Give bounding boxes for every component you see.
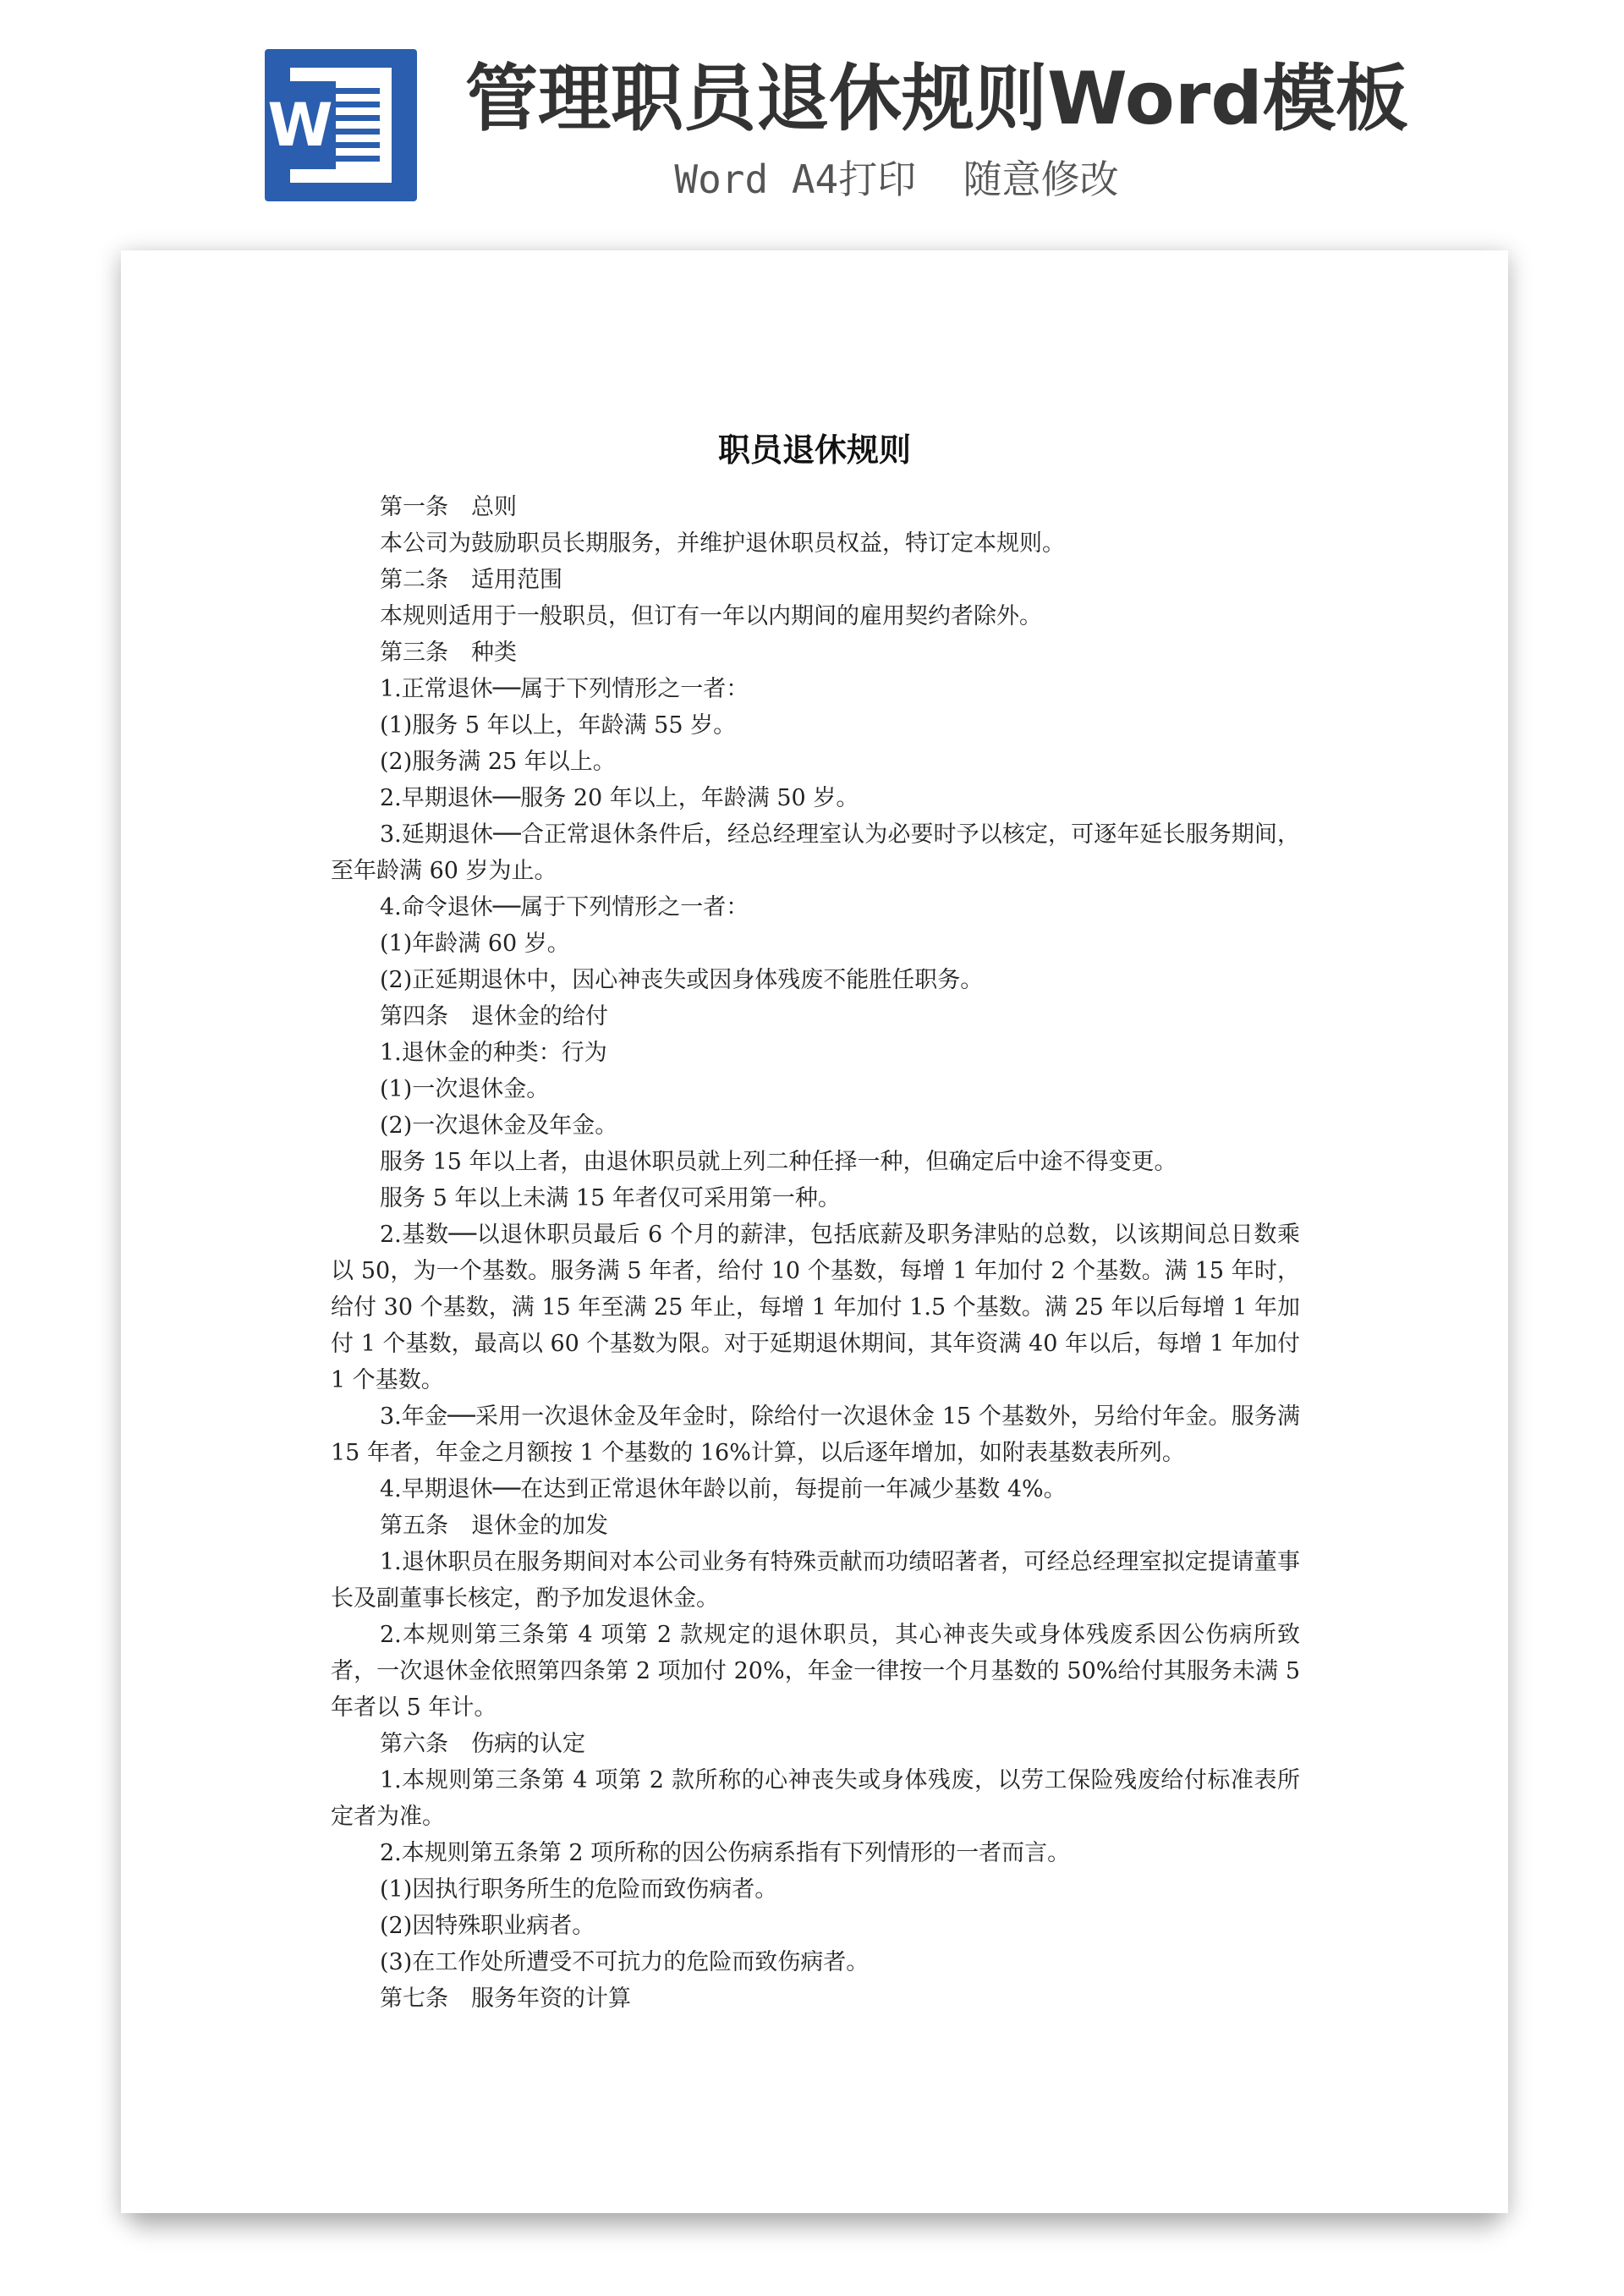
list-item: (2)正延期退休中，因心神丧失或因身体残废不能胜任职务。 — [380, 967, 984, 993]
list-item: (1)一次退休金。 — [380, 1076, 550, 1102]
document-title: 职员退休规则 — [717, 431, 911, 469]
list-item: 1.正常退休──属于下列情形之一者： — [380, 676, 749, 702]
article-heading: 第一条 总则 — [380, 494, 517, 520]
list-item: (1)年龄满 60 岁。 — [380, 931, 570, 957]
template-title: 管理职员退休规则Word模板 — [465, 57, 1408, 141]
document-page — [121, 250, 1508, 2213]
article-heading: 第六条 伤病的认定 — [380, 1731, 585, 1757]
paragraph: 服务 15 年以上者，由退休职员就上列二种任择一种，但确定后中途不得变更。 — [380, 1149, 1177, 1175]
article-heading: 第二条 适用范围 — [380, 567, 562, 593]
word-icon-letter: W — [265, 81, 336, 169]
list-item: (2)因特殊职业病者。 — [380, 1913, 595, 1939]
article-heading: 第三条 种类 — [380, 640, 517, 666]
list-item: (3)在工作处所遭受不可抗力的危险而致伤病者。 — [380, 1949, 870, 1975]
document-body — [331, 489, 1300, 2017]
list-item: (2)一次退休金及年金。 — [380, 1112, 618, 1139]
list-item: 4.命令退休──属于下列情形之一者： — [380, 894, 749, 920]
article-heading: 第七条 服务年资的计算 — [380, 1986, 631, 2012]
paragraph: 2.本规则第三条第 4 项第 2 款规定的退休职员，其心神丧失或身体残废系因公伤病所致者，一次退休金依照第四条第 2 项加付 20%，年金一律按一个月基数的 50%给付其服务未满 5 年者以 5 年计。 — [331, 1622, 1300, 1721]
paragraph: 服务 5 年以上未满 15 年者仅可采用第一种。 — [380, 1185, 841, 1211]
paragraph: 本规则适用于一般职员，但订有一年以内期间的雇用契约者除外。 — [380, 603, 1042, 629]
paragraph: 1.本规则第三条第 4 项第 2 款所称的心神丧失或身体残废，以劳工保险残废给付标准表所定者为准。 — [331, 1767, 1300, 1830]
article-heading: 第四条 退休金的给付 — [380, 1003, 608, 1030]
paragraph: 2.本规则第五条第 2 项所称的因公伤病系指有下列情形的一者而言。 — [380, 1840, 1071, 1866]
paragraph: 3.年金──采用一次退休金及年金时，除给付一次退休金 15 个基数外，另给付年金。服务满 15 年者，年金之月额按 1 个基数的 16%计算，以后逐年增加，如附表基数表所列。 — [331, 1403, 1300, 1466]
list-item: (1)服务 5 年以上，年龄满 55 岁。 — [380, 712, 737, 739]
article-heading: 第五条 退休金的加发 — [380, 1513, 608, 1539]
list-item: (2)服务满 25 年以上。 — [380, 749, 616, 775]
paragraph: 2.基数──以退休职员最后 6 个月的薪津，包括底薪及职务津贴的总数，以该期间总日数乘以 50，为一个基数。服务满 5 年者，给付 10 个基数，每增 1 年加付 2 个基数。满 15 年时，给付 30 个基数，满 15 年至满 25 年止，每增 1 年加付 1.5 个基数。满 25 年以后每增 1 年加付 1 个基数，最高以 60 个基数为限。对于延期退休期间，其年资满 40 年以后，每增 1 年加付 1 个基数。 — [331, 1222, 1300, 1393]
list-item: (1)因执行职务所生的危险而致伤病者。 — [380, 1876, 778, 1903]
paragraph: 4.早期退休──在达到正常退休年龄以前，每提前一年减少基数 4%。 — [380, 1476, 1067, 1502]
paragraph: 1.退休职员在服务期间对本公司业务有特殊贡献而功绩昭著者，可经总经理室拟定提请董事长及副董事长核定，酌予加发退休金。 — [331, 1549, 1300, 1612]
paragraph: 本公司为鼓励职员长期服务，并维护退休职员权益，特订定本规则。 — [380, 530, 1065, 557]
list-item: 3.延期退休──合正常退休条件后，经总经理室认为必要时予以核定，可逐年延长服务期间，至年龄满 60 岁为止。 — [331, 821, 1300, 884]
template-subtitle: Word A4打印 随意修改 — [674, 157, 1119, 202]
template-header — [0, 0, 1624, 228]
list-item: 1.退休金的种类：行为 — [380, 1040, 607, 1066]
list-item: 2.早期退休──服务 20 年以上，年龄满 50 岁。 — [380, 785, 859, 811]
